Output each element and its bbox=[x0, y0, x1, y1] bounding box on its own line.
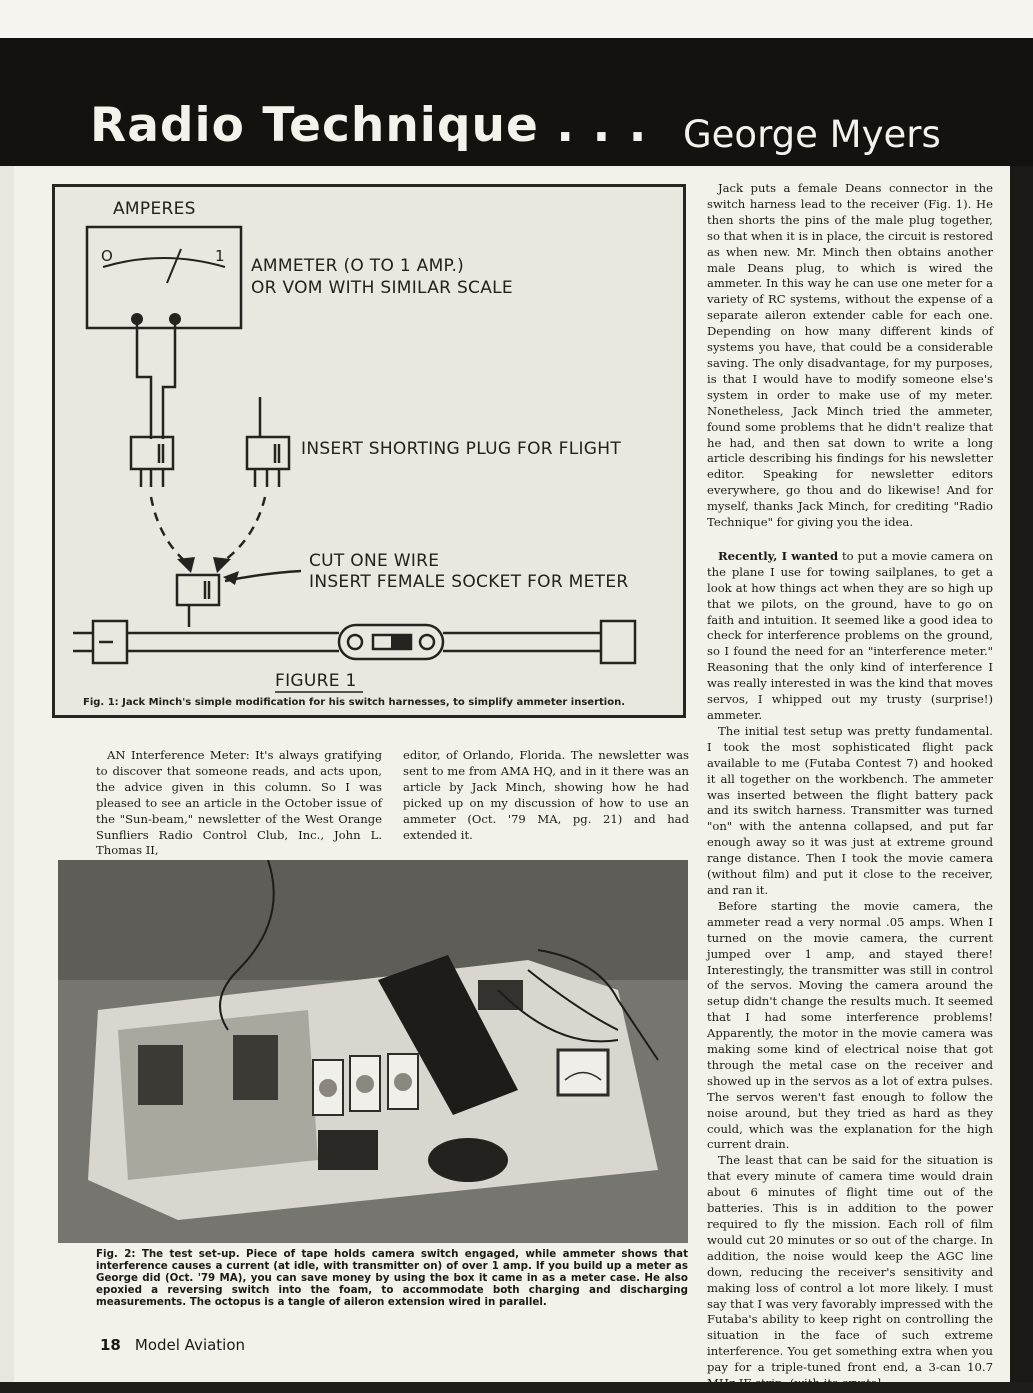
paragraph-movie-camera: Recently, I wanted to put a movie camera on the plane I use for towing sailplanes, to get a look at how things act when they are so high up that we pilots, on the ground, have to go on faith and intuition. It seemed like a good idea to check for interference problems on the ground, so I found the need for an "interference meter." Reasoning that the only kind of interference I was really interested in was the kind that moves servos, I whipped out my trusty (surprise!) ammeter. bbox=[707, 548, 993, 722]
paragraph-conclusion: The least that can be said for the situation is that every minute of camera time would drain about 6 minutes of flight time out of the batteries. This is in addition to the power required to fly the mission. Each roll of film would cut 20 minutes or so out of the charge. In addition, the noise would keep the AGC line down, reducing the receiver's sensitivity and making loss of control a lot more likely. I must say that I was very favorably impressed with the Futaba's ability to keep right on controlling the situation in the face of such extreme interference. You get something extra when you pay for a triple-tuned front end, a 3-can 10.7 bbox=[707, 1153, 993, 1375]
author-name: George Myers bbox=[683, 113, 941, 156]
column-title: Radio Technique . . . bbox=[90, 98, 648, 153]
top-margin bbox=[0, 0, 1033, 38]
figure-1-caption: Fig. 1: Jack Minch's simple modification for his switch harnesses, to simplify ammeter insertion. bbox=[83, 697, 626, 708]
figure-2-caption: Fig. 2: The test set-up. Piece of tape holds camera switch engaged, while ammeter shows that interference causes a current (at idle, with transmitter on) of over 1 amp. If you build up a meter as George did (Oct. '79 MA), you can save money by using the box it came in as a meter case. He also epoxied a reversing switch into the foam, to accommodate both charging and discharging measurements. The octopus is a tangle of aileron extension wired in parallel. bbox=[96, 1248, 688, 1308]
paragraph-deans-connector: Jack puts a female Deans connector in the switch harness lead to the receiver (Fig. 1). He then shorts the pins of the male plug together, so that when it is in place, the circuit is restored as when new. Mr. Minch then obtains another male Deans plug, to which is wired the ammeter. In this way he can use one meter for a variety of RC systems, without the expense of a separate aileron extender cable for each one. Depending on how many different kinds of systems you have, that could be a considerable saving. The only disadvantage, for my purposes, is that I would have to modify someone else's system in order to make use of my meter. Nonetheless, Jack Minch tried the ammeter, found some problems that he didn't realize that he had, and then sat down to write a long article describing his findings for his newsletter editor. Speaking for newsletter editors everywhere, go thou and do likewise! And for myself, thanks Jack Minch, for crediting "Radio Technique" for giving you the idea. bbox=[707, 181, 994, 530]
page-footer bbox=[100, 1336, 245, 1354]
body-column-left: AN Interference Meter: It's always gratifying to discover that someone reads, and acts upon, the advice given in this column. So I was pleased to see an article in the October issue of the "Sun-beam," newsletter of the West Orange Sunfliers Radio Control Club, Inc., John L. Thomas II, bbox=[96, 748, 382, 858]
bottom-border bbox=[0, 1382, 1033, 1393]
header-banner bbox=[0, 38, 1033, 166]
paragraph-test-setup: The initial test setup was pretty fundamental. I took the most sophisticated flight pack available to me (Futaba Contest 7) and hooked it all together on the workbench. The ammeter was inserted between the flight battery pack and its switch harness. Transmitter was turned "on" with the antenna collapsed, and put far enough away so it was just at extreme ground range distance. Then I took the movie camera (without film) and put it close to the receiver, and ran it. bbox=[707, 723, 993, 897]
test-setup-photo bbox=[58, 860, 688, 1243]
ammeter-label-2: OR VOM WITH SIMILAR SCALE bbox=[251, 278, 513, 298]
paragraph-results: Before starting the movie camera, the ammeter read a very normal .05 amps. When I turned on the movie camera, the current jumped over 1 amp, and stayed there! Interestingly, the transmitter was still in control of the servos. Moving the camera around the setup didn't change the results much. It seemed that I had some interference problems! Apparently, the motor in the movie camera was making some kind of electrical noise that got through the metal case on the receiver and showed up in the servos as a lot of extra pulses. The servos weren't fast enough to follow the noise around, but they tried as hard as they could, which was the explanation for the high current drain. bbox=[707, 898, 993, 1152]
figure-2-photo bbox=[58, 860, 688, 1243]
meter-heading: AMPERES bbox=[113, 199, 196, 219]
figure-1 bbox=[52, 184, 686, 718]
run-in-head: Recently, I wanted bbox=[718, 548, 839, 563]
right-border bbox=[1010, 166, 1033, 1393]
cut-wire-label: CUT ONE WIRE bbox=[309, 551, 440, 571]
page-edge bbox=[0, 166, 14, 1393]
socket-label: INSERT FEMALE SOCKET FOR METER bbox=[309, 572, 629, 592]
ammeter-label-1: AMMETER (O TO 1 AMP.) bbox=[251, 256, 465, 276]
body-column-right bbox=[707, 181, 993, 1392]
figure-title: FIGURE 1 bbox=[275, 671, 357, 691]
page-number: 18 bbox=[100, 1336, 121, 1354]
magazine-name: Model Aviation bbox=[134, 1336, 246, 1354]
scale-min: O bbox=[101, 247, 114, 265]
body-column-middle: editor, of Orlando, Florida. The newsletter was sent to me from AMA HQ, and in it there was an article by Jack Minch, showing how he had picked up on my discussion of how to use an ammeter (Oct. '79 MA, pg. 21) and had extended it. bbox=[403, 748, 689, 842]
shorting-plug-label: INSERT SHORTING PLUG FOR FLIGHT bbox=[301, 439, 622, 459]
scale-max: 1 bbox=[215, 247, 225, 265]
